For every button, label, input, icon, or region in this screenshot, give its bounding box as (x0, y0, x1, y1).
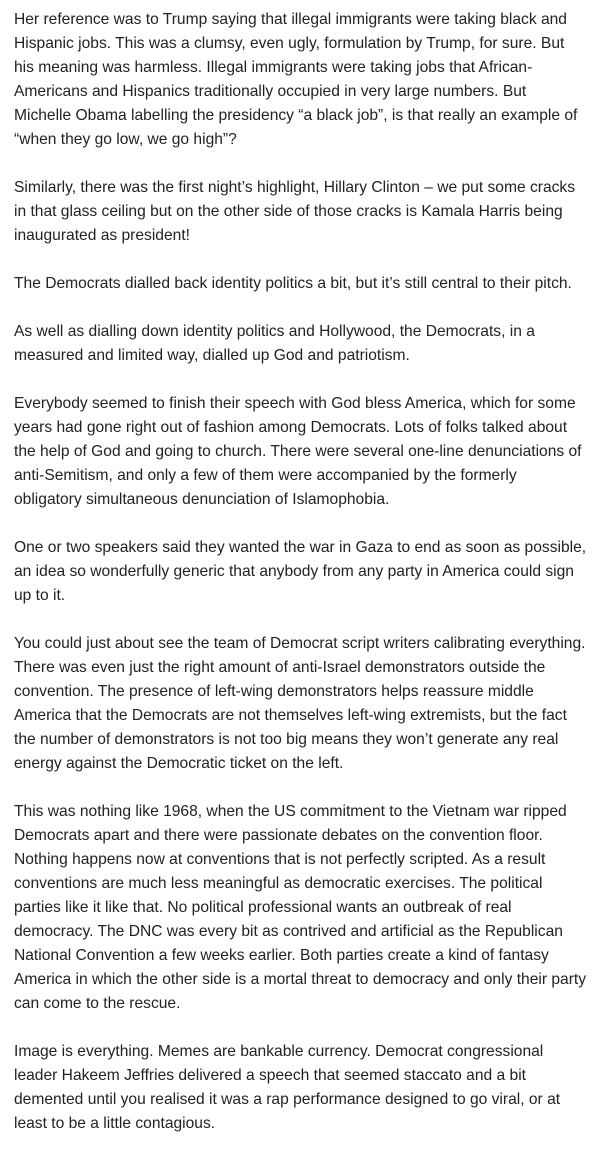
paragraph: One or two speakers said they wanted the war in Gaza to end as soon as possible, an idea so wonderfully generic that anybody from any party in America could sign up to it. (14, 539, 587, 604)
paragraph: Everybody seemed to finish their speech with God bless America, which for some years had gone right out of fashion among Democrats. Lots of folks talked about the help of God and going to church. There were several one-line denunciations of anti-Semitism, and only a few of them were accompanied by the formerly obligatory simultaneous denunciation of Islamophobia. (14, 395, 582, 508)
paragraph: You could just about see the team of Democrat script writers calibrating everything. There was even just the right amount of anti-Israel demonstrators outside the convention. The presence of left-wing demonstrators helps reassure middle America that the Democrats are not themselves left-wing extremists, but the fact the number of demonstrators is not too big means they won’t generate any real energy against the Democratic ticket on the left. (14, 635, 586, 772)
paragraph: As well as dialling down identity politics and Hollywood, the Democrats, in a measured and limited way, dialled up God and patriotism. (14, 323, 535, 364)
paragraph: The Democrats dialled back identity politics a bit, but it’s still central to their pitch. (14, 275, 572, 292)
paragraph: This was nothing like 1968, when the US commitment to the Vietnam war ripped Democrats apart and there were passionate debates on the convention floor. Nothing happens now at conventions that is not perfectly scripted. As a result conventions are much less meaningful as democratic exercises. The political parties like it like that. No political professional wants an outbreak of real democracy. The DNC was every bit as contrived and artificial as the Republican National Convention a few weeks earlier. Both parties create a kind of fantasy America in which the other side is a mortal threat to democracy and only their party can come to the rescue. (14, 803, 587, 1012)
paragraph: Similarly, there was the first night’s highlight, Hillary Clinton – we put some cracks in that glass ceiling but on the other side of those cracks is Kamala Harris being inaugurated as president! (14, 179, 576, 244)
paragraph: Image is everything. Memes are bankable currency. Democrat congressional leader Hakeem Jeffries delivered a speech that seemed staccato and a bit demented until you realised it was a rap performance designed to go viral, or at least to be a little contagious. (14, 1043, 561, 1132)
paragraph: Her reference was to Trump saying that illegal immigrants were taking black and Hispanic jobs. This was a clumsy, even ugly, formulation by Trump, for sure. But his meaning was harmless. Illegal immigrants were taking jobs that African-Americans and Hispanics traditionally occupied in very large numbers. But Michelle Obama labelling the presidency “a black job”, is that really an example of “when they go low, we go high”? (14, 11, 578, 148)
